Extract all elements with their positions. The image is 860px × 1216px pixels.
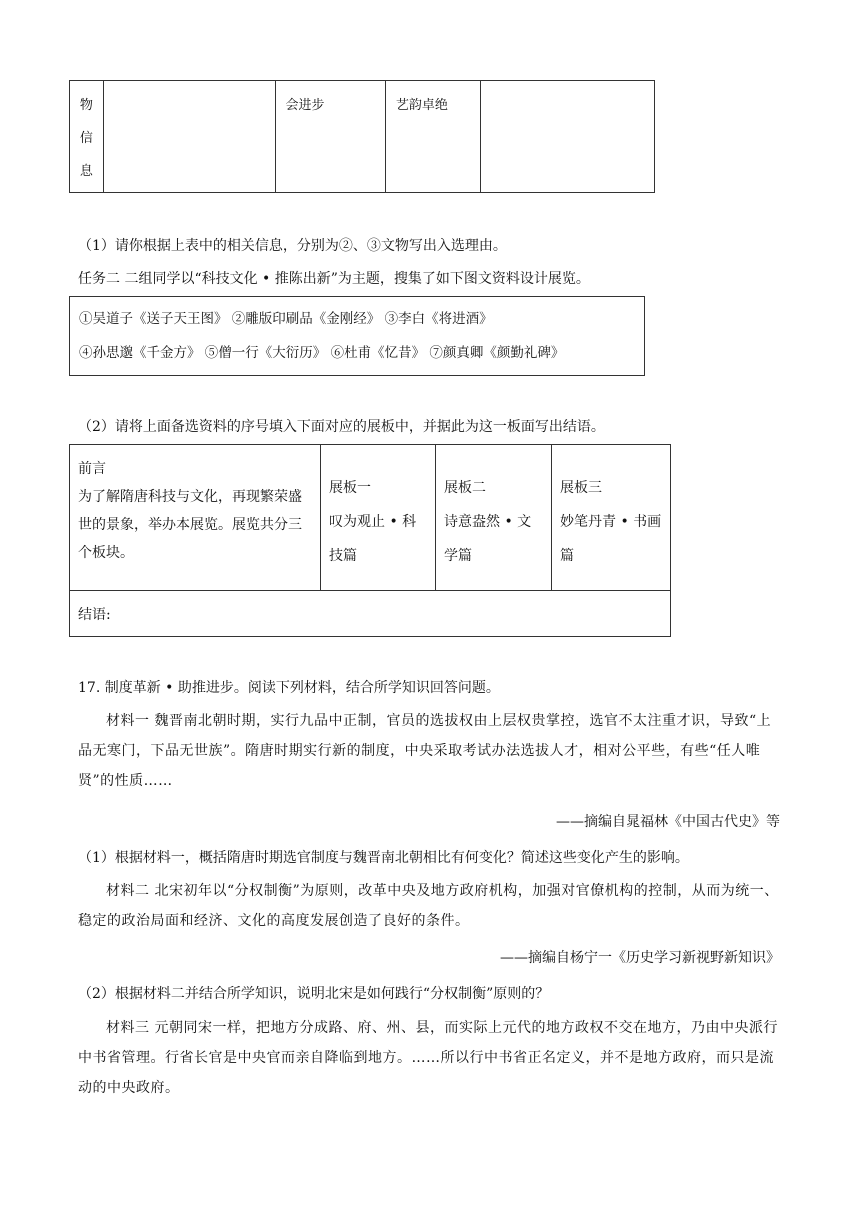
- board-3-title: 展板三: [560, 480, 602, 496]
- col3-text: 会进步: [285, 98, 325, 113]
- board-2-subtitle: 诗意盎然 • 文学篇: [444, 514, 532, 564]
- board-3-cell: [552, 445, 671, 591]
- materials-box: [69, 296, 645, 376]
- top-table: [69, 80, 655, 193]
- q17-question-1: （1）根据材料一，概括隋唐时期选官制度与魏晋南北朝相比有何变化？简述这些变化产生的影响。: [78, 850, 689, 866]
- question-1-task1: （1）请你根据上表中的相关信息，分别为②、③文物写出入选理由。: [78, 238, 507, 254]
- board-2-cell: [436, 445, 552, 591]
- board-1-title: 展板一: [329, 480, 371, 496]
- q17-source-2: ——摘编自杨宁一《历史学习新视野新知识》: [500, 950, 780, 966]
- question-2-task2: （2）请将上面备选资料的序号填入下面对应的展板中，并据此为这一板面写出结语。: [78, 419, 605, 435]
- top-table-col4: [385, 81, 480, 193]
- board-2-title: 展板二: [444, 480, 486, 496]
- preface-cell: [70, 445, 321, 591]
- board-1-subtitle: 叹为观止 • 科技篇: [329, 514, 417, 564]
- col1-char-2: 信: [79, 131, 93, 146]
- conclusion-cell: [70, 591, 671, 637]
- col1-char-3: 息: [79, 164, 93, 179]
- board-3-subtitle: 妙笔丹青 • 书画篇: [560, 514, 662, 564]
- col4-text: 艺韵卓绝: [395, 98, 448, 113]
- q17-material-3: 材料三 元朝同宋一样，把地方分成路、府、州、县，而实际上元代的地方政权不交在地方，乃由中央派行中书省管理。行省长官是中央官而亲自降临到地方。……所以行中书省正名定义，并不是地方政府，而只是流动的中央政府。: [78, 1020, 778, 1096]
- conclusion-label: 结语:: [78, 607, 111, 623]
- task2-intro: 任务二 二组同学以“科技文化 • 推陈出新”为主题，搜集了如下图文资料设计展览。: [78, 271, 590, 287]
- q17-question-2: （2）根据材料二并结合所学知识，说明北宋是如何践行“分权制衡”原则的？: [78, 986, 550, 1002]
- q17-source-1: ——摘编自晁福林《中国古代史》等: [556, 814, 780, 830]
- top-table-col5: [481, 81, 655, 193]
- preface-text: 为了解隋唐科技与文化，再现繁荣盛世的景象，举办本展览。展览共分三个板块。: [78, 489, 302, 561]
- materials-row-1: ①吴道子《送子天王图》 ②雕版印刷品《金刚经》 ③李白《将进酒》: [79, 311, 493, 327]
- top-table-col1: [70, 81, 104, 193]
- materials-row-2: ④孙思邈《千金方》 ⑤僧一行《大衍历》 ⑥杜甫《忆昔》 ⑦颜真卿《颜勤礼碑》: [79, 345, 565, 361]
- preface-title: 前言: [78, 461, 106, 477]
- q17-material-2: 材料二 北宋初年以“分权制衡”为原则，改革中央及地方政府机构，加强对官僚机构的控制，从而为统一、稳定的政治局面和经济、文化的高度发展创造了良好的条件。: [78, 883, 779, 929]
- top-table-col2: [103, 81, 275, 193]
- col1-char-1: 物: [79, 98, 93, 113]
- q17-material-1: 材料一 魏晋南北朝时期，实行九品中正制，官员的选拔权由上层权贵掌控，选官不太注重才识，导致“上品无寒门，下品无世族”。隋唐时期实行新的制度，中央采取考试办法选拔人才，相对公平些，有些“任人唯贤”的性质……: [78, 713, 772, 789]
- top-table-col3: [275, 81, 385, 193]
- q17-heading: 17. 制度革新 • 助推进步。阅读下列材料，结合所学知识回答问题。: [78, 680, 500, 696]
- board-1-cell: [321, 445, 436, 591]
- exhibit-table: [69, 444, 671, 637]
